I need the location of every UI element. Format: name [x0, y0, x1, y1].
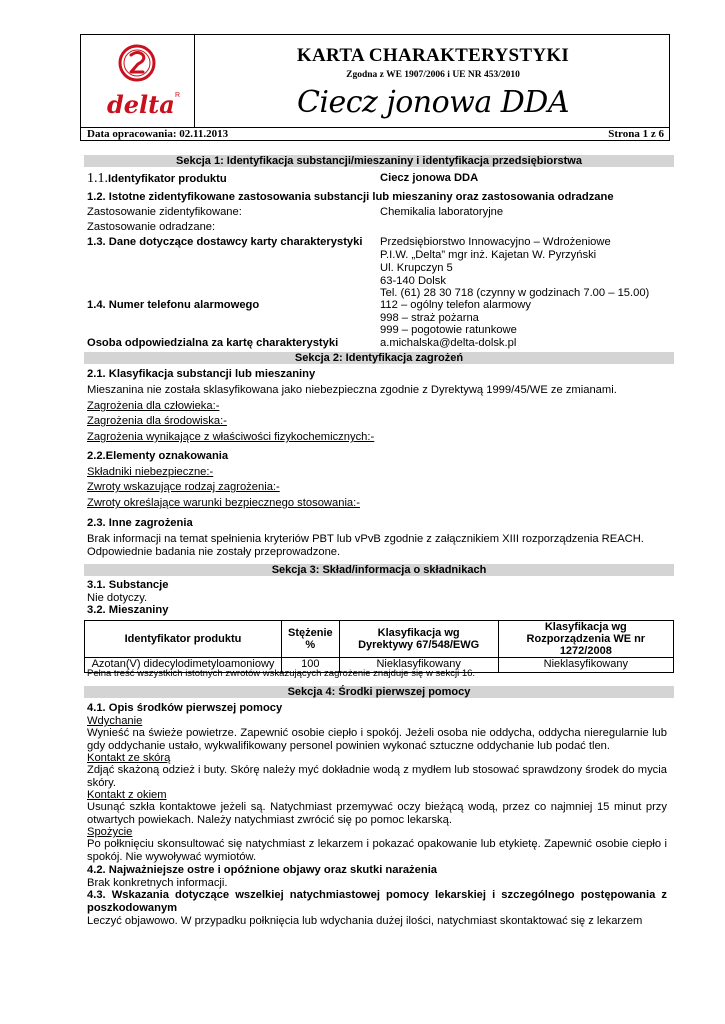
other-hazards-text: Odpowiednie badania nie zostały przeprowadzone.: [87, 546, 341, 558]
risk-phrases: Zwroty wskazujące rodzaj zagrożenia:-: [87, 481, 280, 493]
company-logo: [81, 35, 195, 127]
item-3-1: 3.1. Substancje: [87, 579, 169, 591]
supplier-line: Tel. (61) 28 30 718 (czynny w godzinach 7.00 – 15.00): [380, 287, 650, 299]
product-name: Ciecz jonowa DDA: [296, 85, 570, 120]
composition-table: [84, 620, 674, 673]
safety-phrases: Zwroty określające warunki bezpiecznego stosowania:-: [87, 497, 360, 509]
table-header-row: [85, 621, 674, 658]
ingestion-label: Spożycie: [87, 826, 133, 838]
hazardous-components: Składniki niebezpieczne:-: [87, 466, 214, 478]
table-header-cell: Identyfikator produktu: [85, 621, 282, 658]
svg-text:R: R: [175, 92, 181, 99]
delta-logo-icon: [81, 35, 194, 127]
ingestion-text: Po połknięciu skonsultować się natychmiast z lekarzem i pokazać opakowanie lub etykietę. Zapewnić osobie ciepło i spokój. Nie wywoływać wymiotów.: [87, 838, 667, 864]
emergency-phone: 999 – pogotowie ratunkowe: [380, 324, 517, 336]
inhalation-text: Wynieść na świeże powietrze. Zapewnić osobie ciepło i spokój. Jeżeli osoba nie oddycha, oddycha nieregularnie lub gdy oddychanie ustało, wykwalifikowany personel powinien wykonać sztuczne oddychanie lub podać tlen.: [87, 727, 667, 753]
supplier-line: P.I.W. „Delta” mgr inż. Kajetan W. Pyrzyński: [380, 249, 597, 261]
other-hazards-text: Brak informacji na temat spełnienia kryteriów PBT lub vPvB zgodnie z załącznikiem XIII rozporządzenia REACH.: [87, 533, 644, 545]
table-cell: Nieklasyfikowany: [339, 658, 498, 673]
table-cell: Nieklasyfikowany: [498, 658, 673, 673]
item-1-1-number: 1.1.: [87, 171, 108, 186]
classification-text: Mieszanina nie została sklasyfikowana jako niebezpieczna zgodnie z Dyrektywą 1999/45/WE ze zmianami.: [87, 384, 617, 396]
table-header-cell: Klasyfikacja wg Rozporządzenia WE nr 1272/2008: [498, 621, 673, 658]
item-1-1-label: Identyfikator produktu: [108, 173, 227, 185]
document-header: [80, 34, 670, 128]
item-1-3: 1.3. Dane dotyczące dostawcy karty charakterystyki: [87, 236, 363, 248]
section-4-header: Sekcja 4: Środki pierwszej pomocy: [84, 686, 674, 698]
item-4-2: 4.2. Najważniejsze ostre i opóźnione objawy oraz skutki narażenia: [87, 864, 438, 876]
responsible-person-email[interactable]: a.michalska@delta-dolsk.pl: [380, 337, 517, 349]
skin-contact-label: Kontakt ze skórą: [87, 752, 171, 764]
hazards-human: Zagrożenia dla człowieka:-: [87, 400, 220, 412]
product-identifier-value: Ciecz jonowa DDA: [380, 172, 479, 184]
preparation-date: Data opracowania: 02.11.2013: [87, 128, 229, 140]
use-identified-label: Zastosowanie zidentyfikowane:: [87, 206, 242, 218]
table-cell: Azotan(V) didecylodimetyloamoniowy: [85, 658, 282, 673]
symptoms-text: Brak konkretnych informacji.: [87, 877, 228, 889]
table-header-cell: Klasyfikacja wg Dyrektywy 67/548/EWG: [339, 621, 498, 658]
table-header-cell: Stężenie %: [282, 621, 340, 658]
supplier-line: Ul. Krupczyn 5: [380, 262, 453, 274]
inhalation-label: Wdychanie: [87, 715, 143, 727]
document-title: KARTA CHARAKTERYSTYKI: [296, 45, 570, 66]
section-3-header: Sekcja 3: Skład/informacja o składnikach: [84, 564, 674, 576]
item-4-3: 4.3. Wskazania dotyczące wszelkiej natychmiastowej pomocy lekarskiej i szczególnego postępowania z poszkodowanym: [87, 889, 667, 915]
supplier-line: Przedsiębiorstwo Innowacyjno – Wdrożeniowe: [380, 236, 611, 248]
eye-contact-label: Kontakt z okiem: [87, 789, 167, 801]
page-number: Strona 1 z 6: [608, 128, 664, 140]
item-4-1: 4.1. Opis środków pierwszej pomocy: [87, 702, 283, 714]
section-2-header: Sekcja 2: Identyfikacja zagrożeń: [84, 352, 674, 364]
emergency-phone: 112 – ogólny telefon alarmowy: [380, 299, 531, 311]
table-note: Pełna treść wszystkich istotnych zwrotów wskazujących zagrożenie znajduje się w sekcji 16.: [87, 668, 476, 679]
item-3-2: 3.2. Mieszaniny: [87, 604, 169, 616]
hazards-environment: Zagrożenia dla środowiska:-: [87, 415, 227, 427]
item-2-2: 2.2.Elementy oznakowania: [87, 450, 229, 462]
item-1-1: [87, 171, 227, 188]
medical-attention-text: Leczyć objawowo. W przypadku połknięcia lub wdychania dużej ilości, natychmiast skontaktować się z lekarzem: [87, 915, 643, 927]
skin-contact-text: Zdjąć skażoną odzież i buty. Skórę należy myć dokładnie wodą z mydłem lub stosować sprawdzony środek do mycia skóry.: [87, 764, 667, 790]
substances-text: Nie dotyczy.: [87, 592, 148, 604]
item-1-2: 1.2. Istotne zidentyfikowane zastosowania substancji lub mieszaniny oraz zastosowania odradzane: [87, 191, 614, 203]
supplier-line: 63-140 Dolsk: [380, 275, 446, 287]
document-subtitle: Zgodna z WE 1907/2006 i UE NR 453/2010: [346, 70, 520, 80]
item-2-3: 2.3. Inne zagrożenia: [87, 517, 193, 529]
item-2-1: 2.1. Klasyfikacja substancji lub mieszaniny: [87, 368, 316, 380]
emergency-phone: 998 – straż pożarna: [380, 312, 479, 324]
use-advised-against-label: Zastosowanie odradzane:: [87, 221, 216, 233]
use-identified-value: Chemikalia laboratoryjne: [380, 206, 504, 218]
svg-text:delta: delta: [107, 90, 175, 119]
date-bar: [80, 127, 670, 141]
section-1-header: Sekcja 1: Identyfikacja substancji/mieszaniny i identyfikacja przedsiębiorstwa: [84, 155, 674, 167]
eye-contact-text: Usunąć szkła kontaktowe jeżeli są. Natychmiast przemywać oczy bieżącą wodą, przez co najmniej 15 minut przy otwartych powiekach. Należy natychmiast zwrócić się po pomoc lekarską.: [87, 801, 667, 827]
responsible-person-label: Osoba odpowiedzialna za kartę charakterystyki: [87, 337, 339, 349]
hazards-physicochemical: Zagrożenia wynikające z właściwości fizykochemicznych:-: [87, 431, 375, 443]
item-1-4: 1.4. Numer telefonu alarmowego: [87, 299, 260, 311]
table-cell: 100: [282, 658, 340, 673]
